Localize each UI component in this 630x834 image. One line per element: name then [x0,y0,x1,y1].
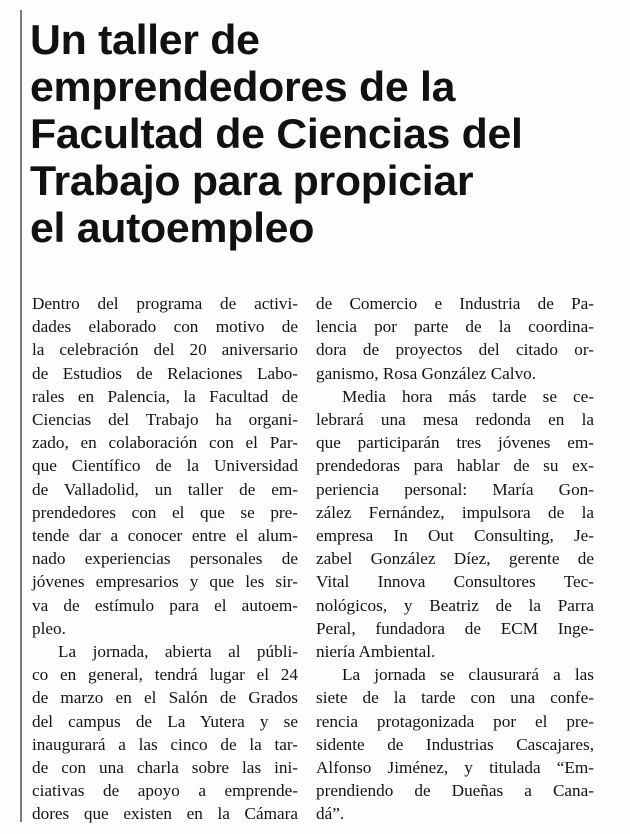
text-line: dá”. [316,804,345,824]
text-line: la celebración del 20 aniversario [32,340,298,360]
text-line: sidente de Industrias Cascajares, [316,734,594,754]
text-line: de Valladolid, un taller de em- [32,479,298,499]
text-line: prendedores con el que se pre- [32,502,298,522]
text-line: prendedoras para hablar de su ex- [316,456,594,476]
text-line: Media hora más tarde se ce- [342,386,594,406]
text-line: Ciencias del Trabajo ha organi- [32,410,298,430]
body-column-left [32,292,298,826]
text-line: empresa In Out Consulting, Je- [316,526,594,546]
text-line: rencia protagonizada por el pre- [316,711,594,731]
text-line: rales en Palencia, la Facultad de [32,386,298,406]
text-line: nológicos, y Beatriz de la Parra [316,595,594,615]
text-line: dora de proyectos del citado or- [316,340,594,360]
text-line: jóvenes empresarios y que les sir- [32,572,298,592]
text-line: La jornada se clausurará a las [342,665,594,685]
text-line: de Comercio e Industria de Pa- [316,294,594,313]
text-line: prendiendo de Dueñas a Cana- [316,781,594,801]
text-line: del campus de La Yutera y se [32,711,298,731]
text-line: niería Ambiental. [316,642,436,662]
headline-line: el autoempleo [30,204,315,251]
text-line: Dentro del programa de activi- [32,294,298,313]
text-line: pleo. [32,618,66,638]
text-line: co en general, tendrá lugar el 24 [32,665,298,685]
text-line: que participarán tres jóvenes em- [316,433,594,453]
column-rule [20,10,22,822]
text-line: ciativas de apoyo a emprende- [32,781,298,801]
text-line: Vital Innova Consultores Tec- [316,572,594,592]
text-line: zález Fernández, impulsora de la [316,502,594,522]
text-line: tende dar a conocer entre el alum- [32,526,298,546]
text-line: inaugurará a las cinco de la tar- [32,734,298,754]
text-line: zado, en colaboración con el Par- [32,433,298,453]
headline-line: Facultad de Ciencias del [30,110,523,157]
text-line: nado experiencias personales de [32,549,298,569]
headline-line: Trabajo para propiciar [30,157,474,204]
text-line: de Estudios de Relaciones Labo- [32,363,298,383]
headline-line: emprendedores de la [30,63,456,110]
body-column-right [316,292,594,826]
headline-line: Un taller de [30,16,260,63]
text-line: de marzo en el Salón de Grados [32,688,298,708]
text-line: va de estímulo para el autoem- [32,595,298,615]
headline [30,16,630,251]
text-line: siete de la tarde con una confe- [316,688,594,708]
text-line: Alfonso Jiménez, y titulada “Em- [316,758,594,778]
text-line: periencia personal: María Gon- [316,479,594,499]
text-line: de con una charla sobre las ini- [32,758,298,778]
text-line: ganismo, Rosa González Calvo. [316,363,537,383]
text-line: lebrará una mesa redonda en la [316,410,594,430]
text-line: dores que existen en la Cámara [32,804,298,824]
text-line: lencia por parte de la coordina- [316,317,594,337]
text-line: zabel González Díez, gerente de [316,549,594,569]
text-line: Peral, fundadora de ECM Inge- [316,618,594,638]
text-line: que Científico de la Universidad [32,456,298,476]
text-line: dades elaborado con motivo de [32,317,298,337]
text-line: La jornada, abierta al públi- [58,642,298,662]
